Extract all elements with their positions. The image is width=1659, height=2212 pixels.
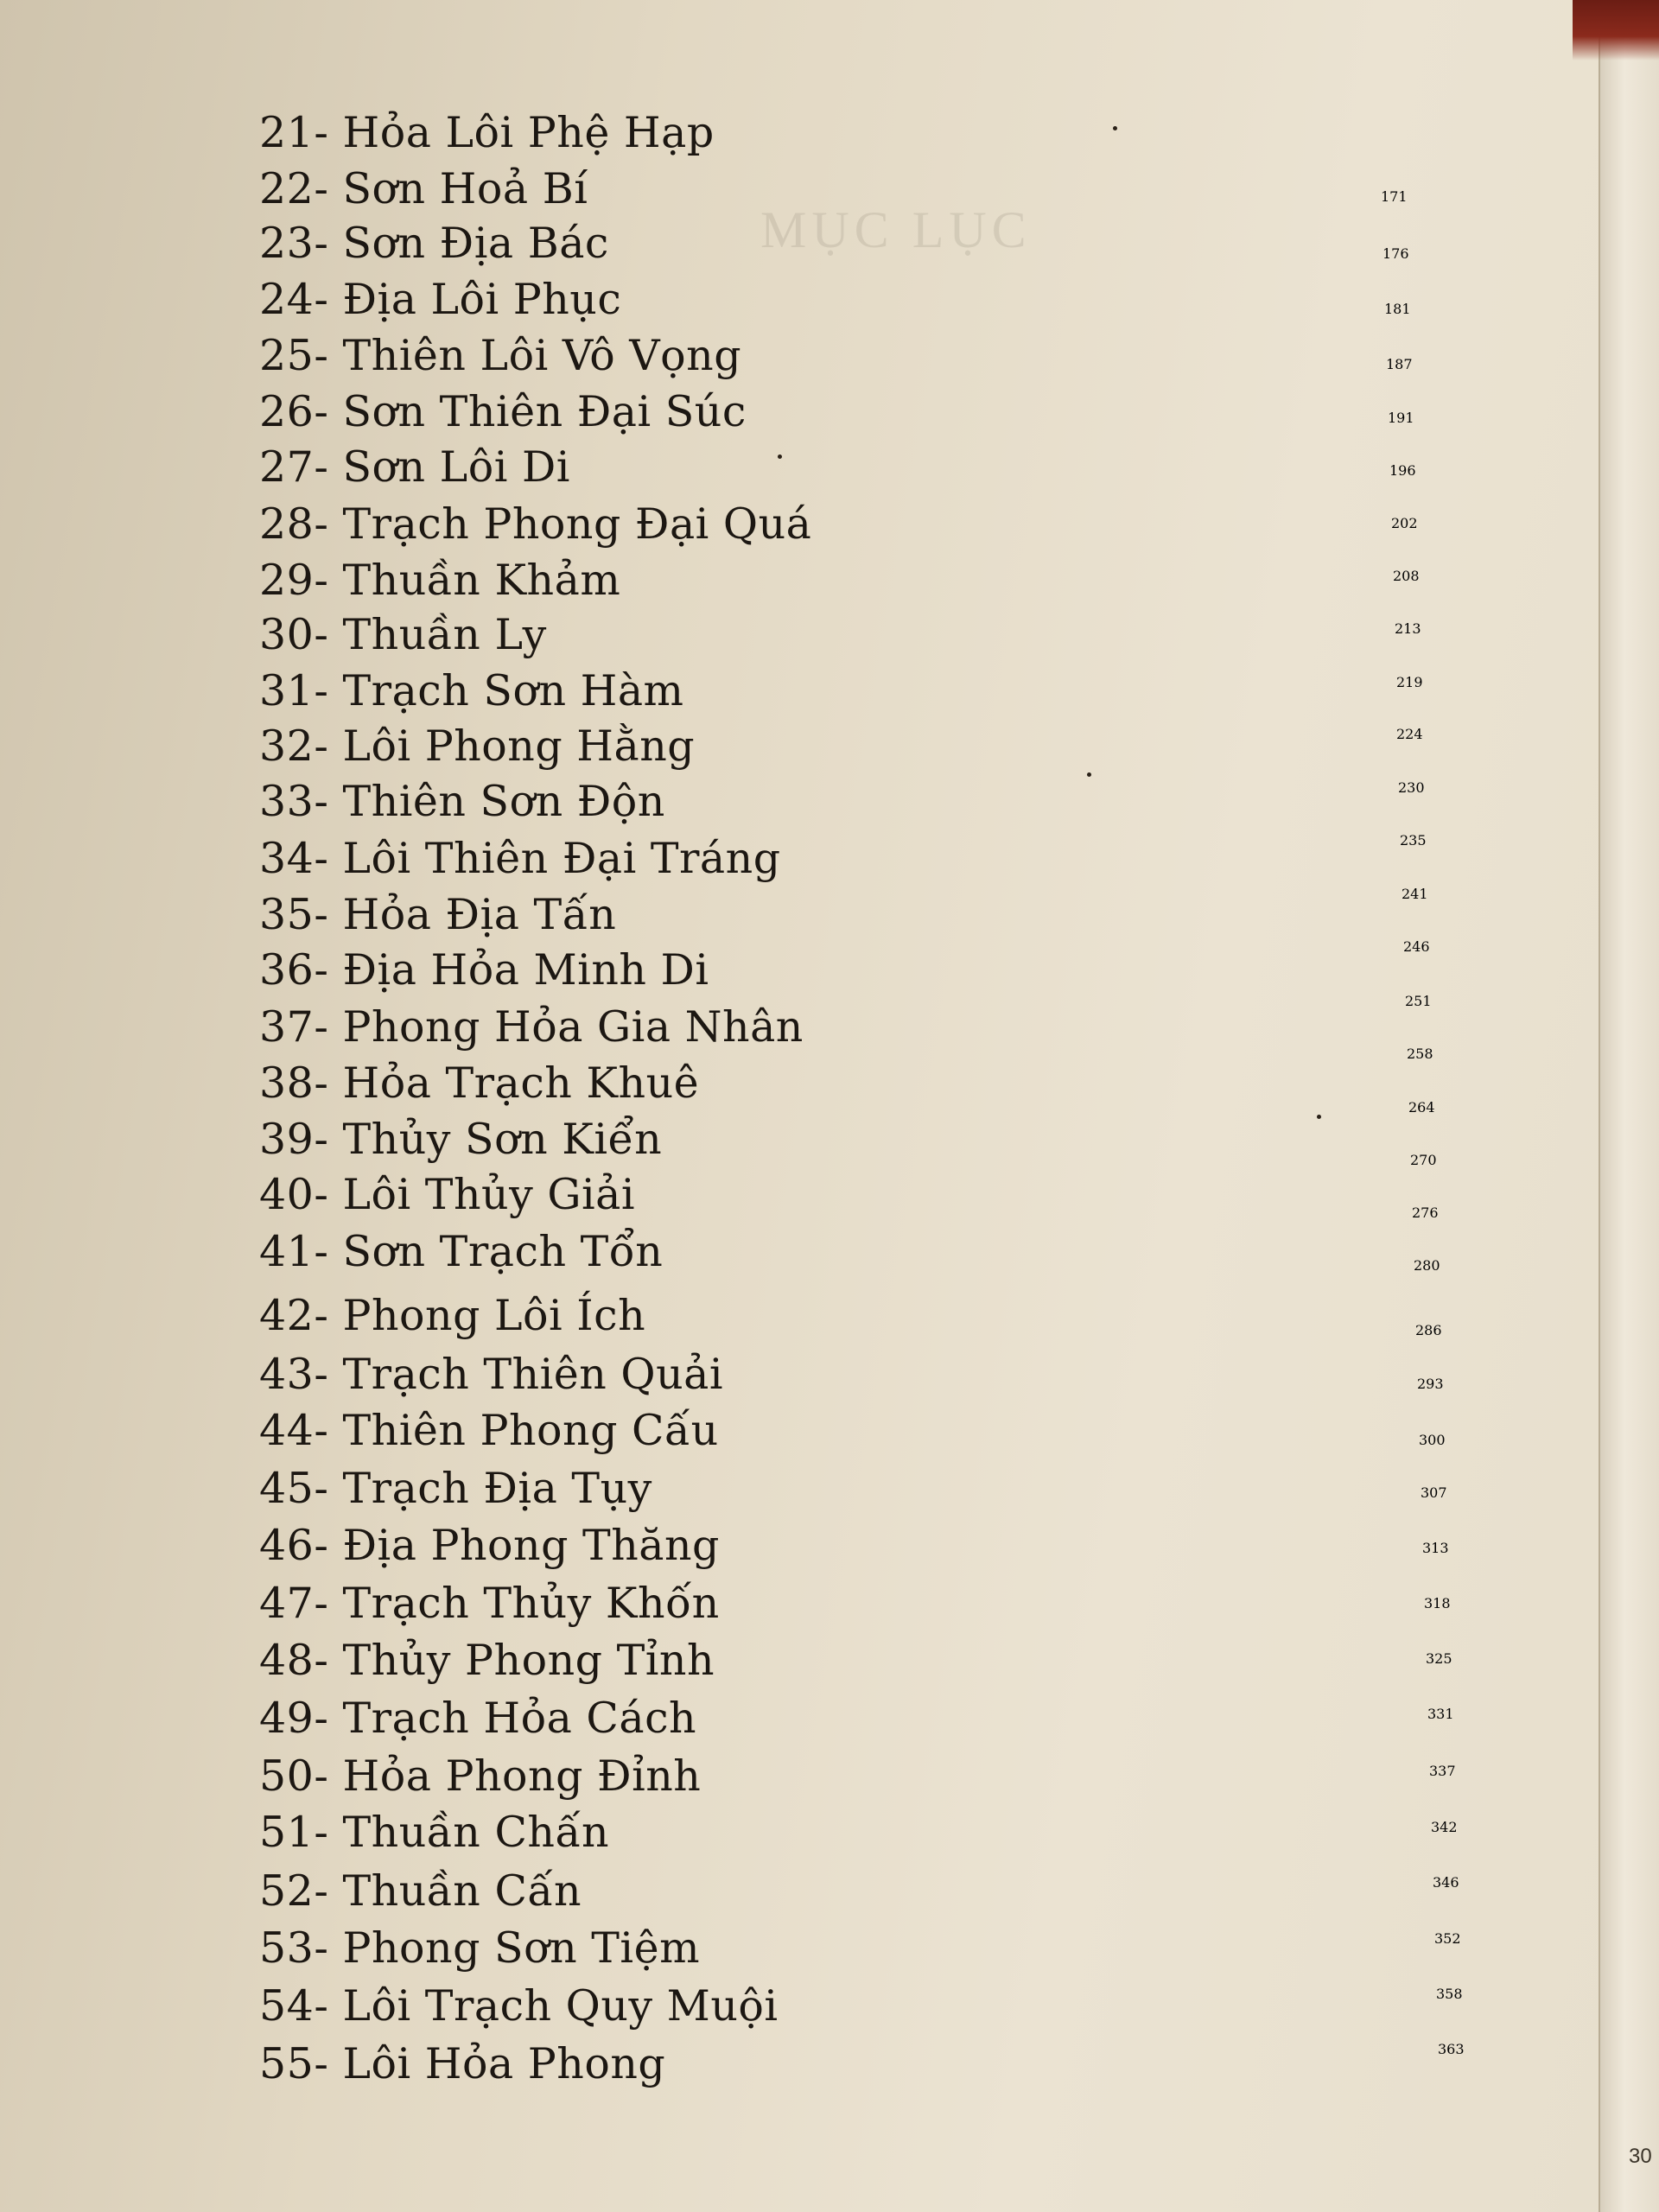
toc-entry (259, 1579, 1555, 1632)
toc-entry (259, 1291, 1555, 1344)
toc-page-number: 208 (1393, 568, 1420, 584)
toc-entry (259, 945, 1555, 999)
toc-entry (259, 1406, 1555, 1459)
toc-page-number: 202 (1391, 515, 1418, 531)
toc-entry (259, 1923, 1555, 1977)
toc-entry-title: 27- Sơn Lôi Di (259, 442, 570, 492)
toc-page-number: 270 (1410, 1152, 1437, 1168)
toc-entry (259, 1981, 1555, 2035)
toc-page-number: 352 (1434, 1930, 1461, 1947)
toc-entry (259, 666, 1555, 720)
toc-entry (259, 1170, 1555, 1224)
toc-entry-title: 31- Trạch Sơn Hàm (259, 666, 684, 715)
toc-entry-title: 48- Thủy Phong Tỉnh (259, 1636, 715, 1685)
toc-entry (259, 1694, 1555, 1747)
toc-page-number: 191 (1388, 410, 1414, 426)
toc-entry-title: 22- Sơn Hoả Bí (259, 164, 588, 213)
toc-entry-title: 39- Thủy Sơn Kiển (259, 1115, 663, 1164)
bleed-through-heading: MỤC LỤC (760, 201, 1032, 258)
adjacent-page-number: 30 (1629, 2145, 1652, 2168)
toc-page-number: 246 (1403, 938, 1430, 955)
book-cover-edge (1573, 0, 1659, 60)
toc-entry-title: 29- Thuần Khảm (259, 556, 621, 605)
toc-entry (259, 108, 1555, 162)
toc-page-number: 363 (1438, 2041, 1465, 2057)
toc-entry-title: 53- Phong Sơn Tiệm (259, 1923, 701, 1973)
toc-page-number: 196 (1389, 462, 1416, 479)
toc-entry (259, 2039, 1555, 2093)
toc-page-number: 224 (1396, 726, 1423, 742)
toc-page-number: 241 (1402, 886, 1428, 902)
ink-speck (1317, 1115, 1321, 1119)
toc-entry (259, 721, 1555, 775)
toc-entry (259, 834, 1555, 887)
toc-entry-title: 40- Lôi Thủy Giải (259, 1170, 636, 1219)
toc-entry-title: 50- Hỏa Phong Đỉnh (259, 1751, 702, 1801)
toc-entry-title: 46- Địa Phong Thăng (259, 1521, 720, 1570)
toc-entry (259, 1002, 1555, 1056)
toc-entry (259, 890, 1555, 944)
toc-entry-title: 21- Hỏa Lôi Phệ Hạp (259, 108, 715, 157)
toc-entry (259, 777, 1555, 830)
toc-entry-title: 32- Lôi Phong Hằng (259, 721, 696, 771)
toc-page-number: 181 (1384, 301, 1411, 317)
toc-page-number: 342 (1431, 1819, 1458, 1835)
toc-entry-title: 42- Phong Lôi Ích (259, 1291, 646, 1340)
toc-entry-title: 49- Trạch Hỏa Cách (259, 1694, 697, 1743)
toc-entry (259, 1350, 1555, 1403)
toc-entry-title: 33- Thiên Sơn Độn (259, 777, 665, 826)
toc-page-number: 325 (1426, 1650, 1452, 1667)
toc-page-number: 258 (1407, 1046, 1433, 1062)
toc-entry (259, 164, 1555, 218)
toc-page-number: 331 (1427, 1706, 1454, 1722)
toc-entry (259, 1866, 1555, 1920)
ink-speck (1087, 772, 1091, 777)
toc-entry-title: 52- Thuần Cấn (259, 1866, 582, 1916)
page-gutter (1599, 0, 1659, 2212)
toc-page-number: 286 (1415, 1322, 1442, 1338)
toc-entry-title: 37- Phong Hỏa Gia Nhân (259, 1002, 804, 1052)
toc-entry-title: 47- Trạch Thủy Khốn (259, 1579, 720, 1628)
toc-entry-title: 51- Thuần Chấn (259, 1808, 610, 1857)
toc-entry (259, 1058, 1555, 1112)
toc-entry-title: 43- Trạch Thiên Quải (259, 1350, 724, 1399)
toc-entry-title: 26- Sơn Thiên Đại Súc (259, 387, 747, 436)
toc-page-number: 300 (1419, 1432, 1446, 1448)
toc-entry (259, 610, 1555, 664)
toc-entry (259, 442, 1555, 496)
toc-entry (259, 1751, 1555, 1805)
table-of-contents (259, 0, 1555, 2212)
toc-page-number: 235 (1400, 832, 1427, 849)
toc-entry (259, 556, 1555, 609)
toc-entry-title: 45- Trạch Địa Tụy (259, 1464, 652, 1513)
toc-page-number: 171 (1381, 188, 1408, 205)
toc-entry-title: 25- Thiên Lôi Vô Vọng (259, 331, 742, 380)
toc-entry-title: 55- Lôi Hỏa Phong (259, 2039, 666, 2088)
toc-entry-title: 34- Lôi Thiên Đại Tráng (259, 834, 781, 883)
toc-entry (259, 1636, 1555, 1689)
ink-speck (1113, 126, 1117, 130)
toc-entry (259, 275, 1555, 328)
toc-entry (259, 1115, 1555, 1168)
toc-entry (259, 331, 1555, 385)
toc-entry-title: 36- Địa Hỏa Minh Di (259, 945, 709, 995)
toc-entry-title: 38- Hỏa Trạch Khuê (259, 1058, 700, 1108)
toc-entry (259, 1808, 1555, 1861)
toc-page-number: 187 (1386, 356, 1413, 372)
toc-entry (259, 499, 1555, 553)
toc-page-number: 213 (1395, 620, 1421, 637)
toc-page-number: 313 (1422, 1540, 1449, 1556)
toc-entry-title: 44- Thiên Phong Cấu (259, 1406, 719, 1455)
toc-entry (259, 387, 1555, 441)
toc-entry-title: 30- Thuần Ly (259, 610, 547, 659)
toc-page-number: 230 (1398, 779, 1425, 796)
toc-page-number: 346 (1433, 1874, 1459, 1891)
toc-entry (259, 1521, 1555, 1574)
toc-page-number: 337 (1429, 1763, 1456, 1779)
toc-entry-title: 41- Sơn Trạch Tổn (259, 1227, 664, 1276)
toc-page-number: 293 (1417, 1376, 1444, 1392)
toc-entry (259, 219, 1555, 272)
toc-page-number: 176 (1382, 245, 1409, 262)
toc-page-number: 251 (1405, 993, 1432, 1009)
toc-page-number: 264 (1408, 1099, 1435, 1116)
toc-entry-title: 54- Lôi Trạch Quy Muội (259, 1981, 779, 2031)
toc-page-number: 219 (1396, 674, 1423, 690)
toc-page-number: 276 (1412, 1205, 1439, 1221)
toc-entry-title: 23- Sơn Địa Bác (259, 219, 609, 268)
toc-page-number: 358 (1436, 1986, 1463, 2002)
toc-entry-title: 28- Trạch Phong Đại Quá (259, 499, 812, 549)
toc-entry (259, 1227, 1555, 1281)
toc-entry (259, 1464, 1555, 1517)
toc-entry-title: 35- Hỏa Địa Tấn (259, 890, 617, 939)
toc-page-number: 318 (1424, 1595, 1451, 1611)
toc-page-number: 280 (1414, 1257, 1440, 1274)
toc-entry-title: 24- Địa Lôi Phục (259, 275, 622, 324)
toc-page-number: 307 (1421, 1484, 1447, 1501)
ink-speck (778, 454, 782, 459)
